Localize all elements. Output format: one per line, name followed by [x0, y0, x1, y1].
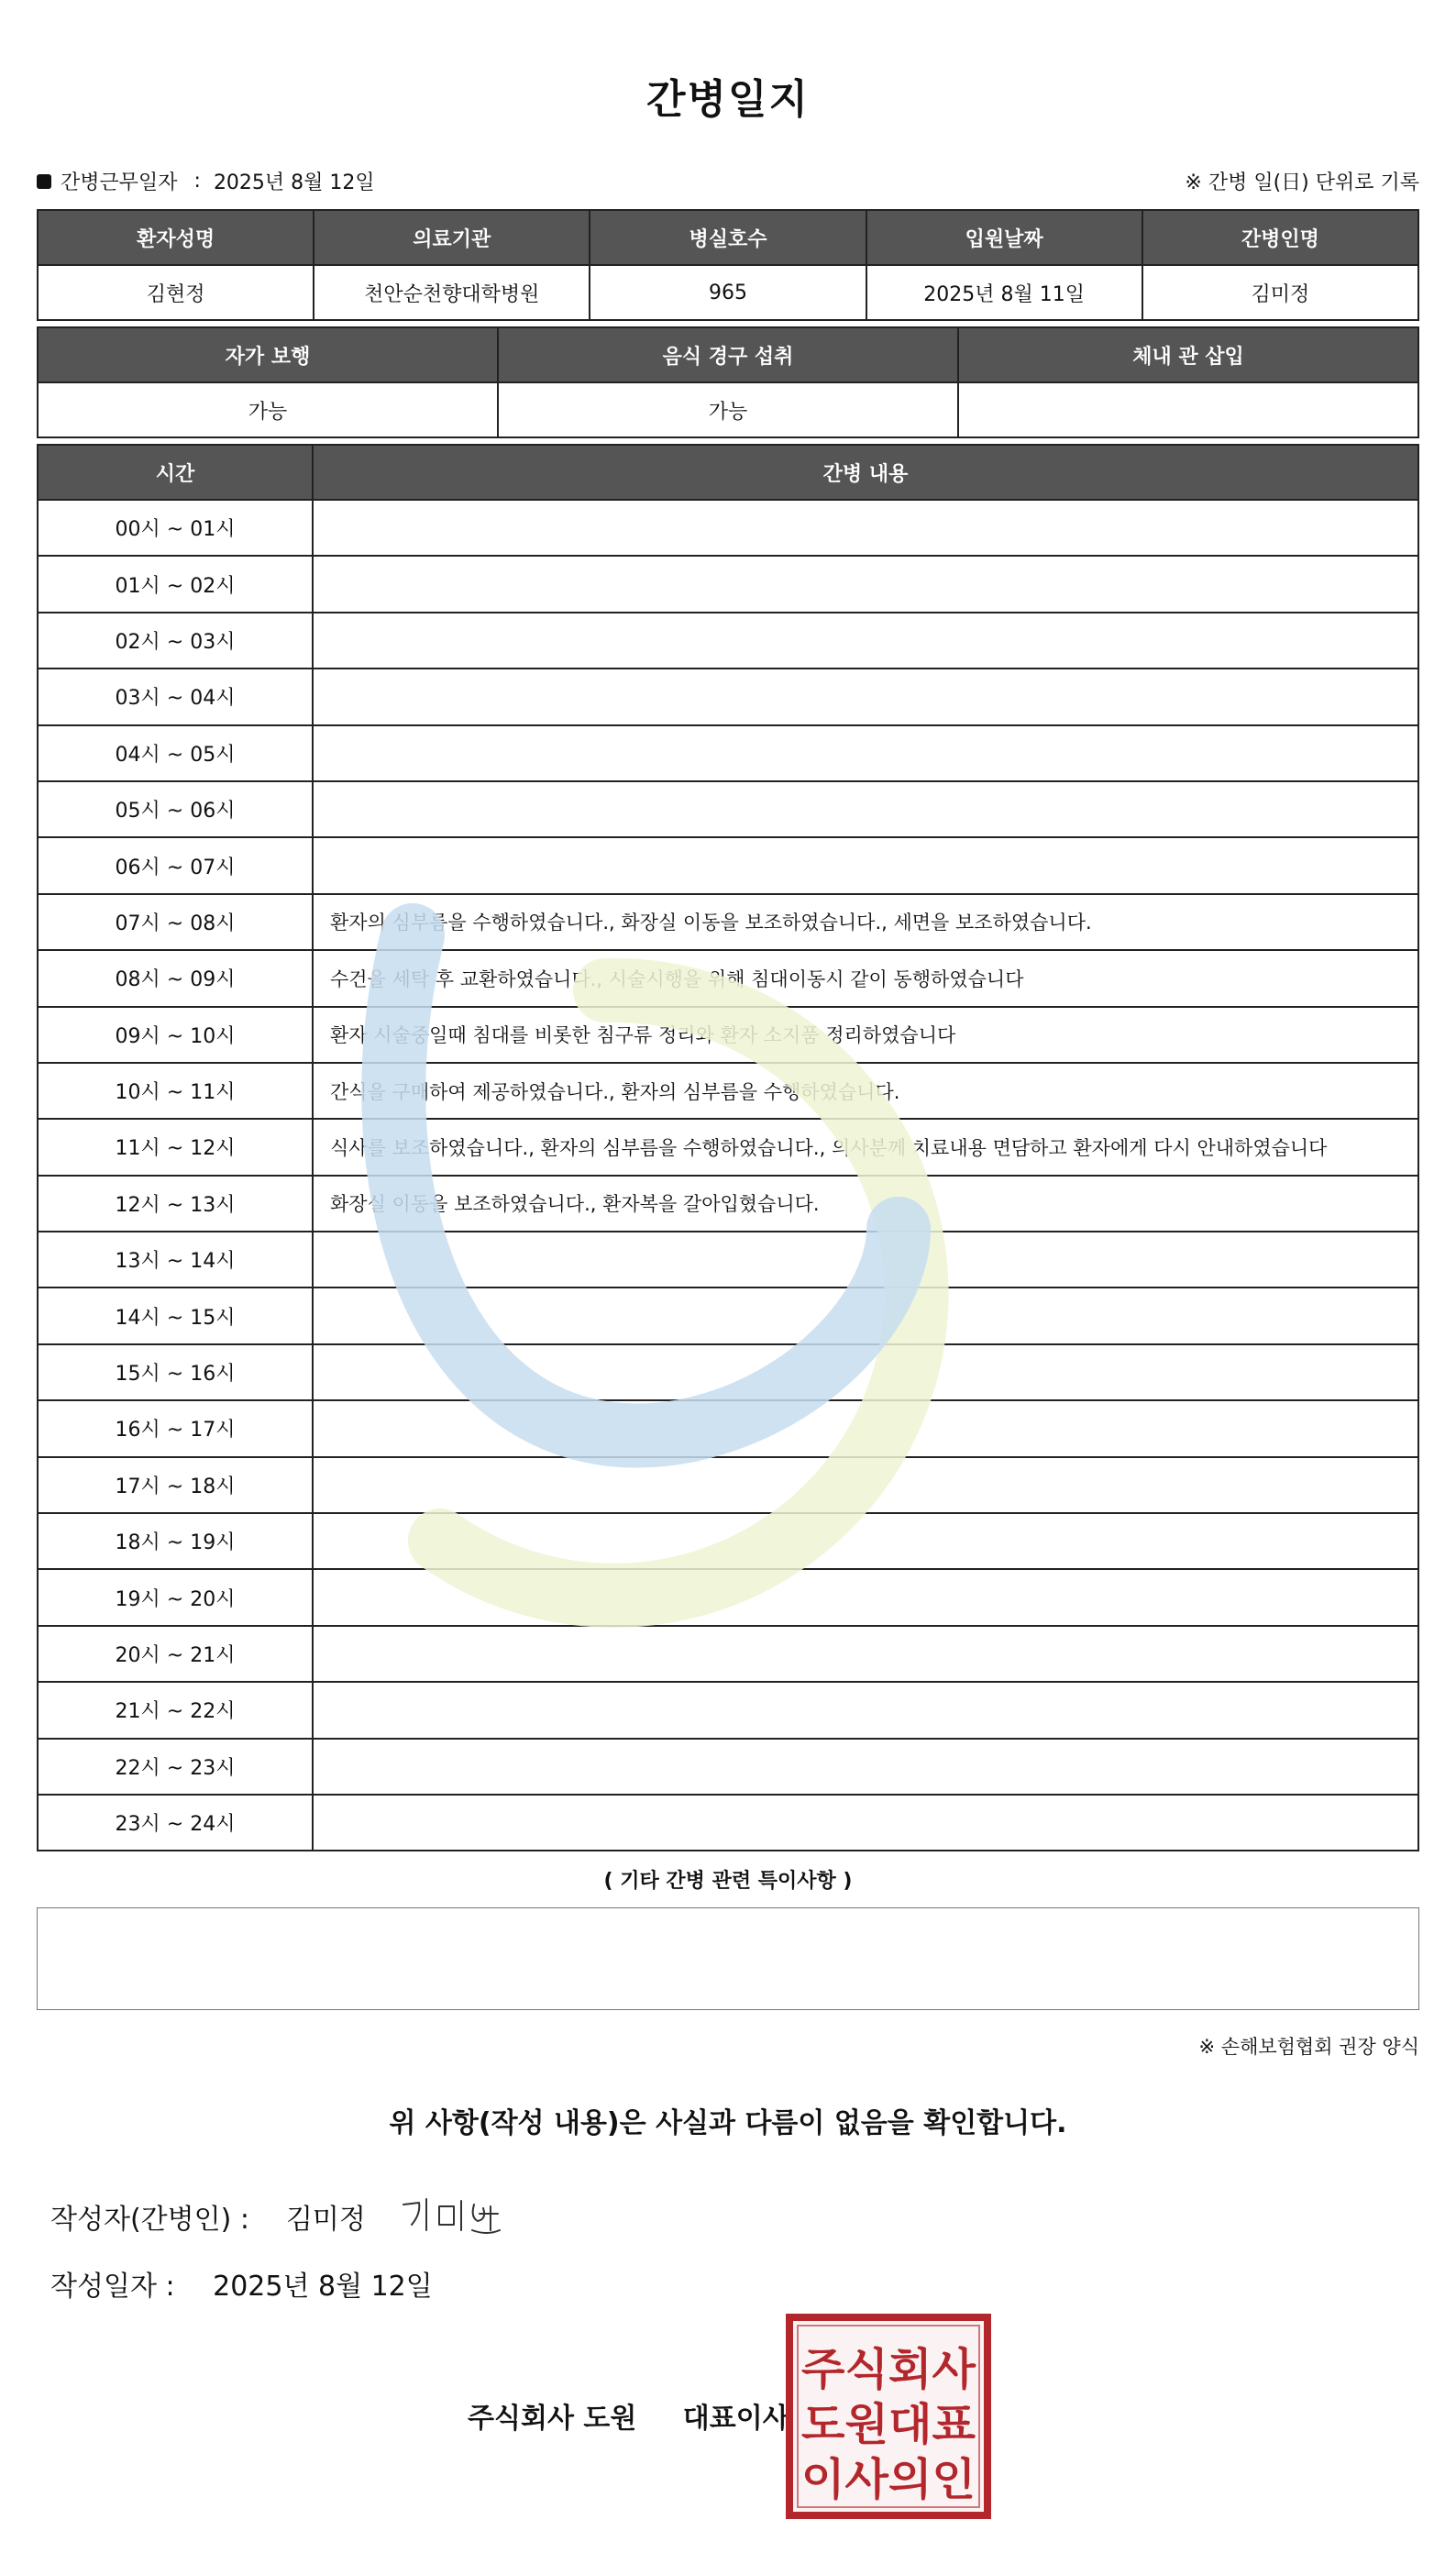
log-content-cell — [313, 1626, 1418, 1682]
log-content-cell — [313, 669, 1418, 724]
care-log-row — [38, 1007, 1418, 1063]
log-time-cell: 01시 ~ 02시 — [38, 556, 313, 612]
care-log-row — [38, 837, 1418, 893]
patient-info-table — [37, 209, 1419, 321]
log-content-cell: 간식을 구매하여 제공하였습니다., 환자의 심부름을 수행하였습니다. — [313, 1063, 1418, 1119]
care-log-row — [38, 1288, 1418, 1343]
work-date-label: 간병근무일자 — [61, 171, 178, 194]
header-caregiver-name: 간병인명 — [1142, 210, 1418, 265]
log-time-cell: 20시 ~ 21시 — [38, 1626, 313, 1682]
log-content-cell — [313, 1682, 1418, 1738]
care-log-row — [38, 1682, 1418, 1738]
care-log-row — [38, 556, 1418, 612]
caregiver-name: 김미정 — [1142, 265, 1418, 320]
svg-text:주식회사: 주식회사 — [801, 2344, 976, 2395]
svg-text:도원대표: 도원대표 — [801, 2399, 976, 2450]
header-self-walking: 자가 보행 — [38, 327, 498, 382]
log-time-cell: 11시 ~ 12시 — [38, 1119, 313, 1175]
log-time-cell: 22시 ~ 23시 — [38, 1739, 313, 1795]
care-log-row — [38, 1513, 1418, 1569]
log-content-cell — [313, 556, 1418, 612]
notes-title: ( 기타 간병 관련 특이사항 ) — [603, 1870, 853, 1893]
header-time: 시간 — [38, 445, 313, 500]
company-seal-stamp — [785, 2313, 992, 2520]
care-log-table — [37, 444, 1419, 1851]
log-content-cell: 환자 시술중일때 침대를 비롯한 침구류 정리와 환자 소지품 정리하였습니다 — [313, 1007, 1418, 1063]
care-log-row — [38, 1232, 1418, 1288]
care-log-row — [38, 1400, 1418, 1456]
header-admission-date: 입원날짜 — [866, 210, 1142, 265]
writer-line — [50, 2194, 509, 2239]
log-content-cell: 식사를 보조하였습니다., 환자의 심부름을 수행하였습니다., 의사분께 치료내용 면담하고 환자에게 다시 안내하였습니다 — [313, 1119, 1418, 1175]
log-time-cell: 06시 ~ 07시 — [38, 837, 313, 893]
log-time-cell: 13시 ~ 14시 — [38, 1232, 313, 1288]
log-time-cell: 00시 ~ 01시 — [38, 500, 313, 556]
notes-box — [37, 1907, 1419, 2010]
written-date-value: 2025년 8월 12일 — [213, 2271, 433, 2303]
log-content-cell — [313, 613, 1418, 669]
self-walking-value: 가능 — [38, 382, 498, 437]
unit-note: ※ 간병 일(日) 단위로 기록 — [1185, 171, 1419, 194]
log-content-cell — [313, 1400, 1418, 1456]
log-time-cell: 03시 ~ 04시 — [38, 669, 313, 724]
log-time-cell: 12시 ~ 13시 — [38, 1176, 313, 1232]
care-log-row — [38, 613, 1418, 669]
confirmation-statement: 위 사항(작성 내용)은 사실과 다름이 없음을 확인합니다. — [389, 2107, 1067, 2139]
log-time-cell: 02시 ~ 03시 — [38, 613, 313, 669]
log-time-cell: 08시 ~ 09시 — [38, 950, 313, 1006]
log-content-cell — [313, 1513, 1418, 1569]
care-log-row — [38, 1063, 1418, 1119]
care-log-row — [38, 1344, 1418, 1400]
company-line — [468, 2395, 789, 2436]
room-number: 965 — [590, 265, 866, 320]
document-title: 간병일지 — [645, 76, 810, 123]
log-content-cell — [313, 1457, 1418, 1513]
work-date-separator: : — [193, 170, 201, 193]
form-footnote: ※ 손해보험협회 권장 양식 — [1198, 2036, 1419, 2058]
log-time-cell: 19시 ~ 20시 — [38, 1569, 313, 1625]
work-date-line — [37, 167, 375, 195]
care-log-row — [38, 725, 1418, 781]
care-log-row — [38, 1739, 1418, 1795]
header-tube-insertion: 체내 관 삽입 — [958, 327, 1418, 382]
log-content-cell — [313, 1569, 1418, 1625]
square-bullet-icon — [37, 174, 51, 189]
log-time-cell: 14시 ~ 15시 — [38, 1288, 313, 1343]
care-log-row — [38, 950, 1418, 1006]
log-time-cell: 09시 ~ 10시 — [38, 1007, 313, 1063]
care-log-row — [38, 781, 1418, 837]
care-log-row — [38, 1176, 1418, 1232]
header-patient-name: 환자성명 — [38, 210, 314, 265]
log-time-cell: 18시 ~ 19시 — [38, 1513, 313, 1569]
patient-status-table — [37, 326, 1419, 438]
care-log-row — [38, 1626, 1418, 1682]
log-content-cell — [313, 1232, 1418, 1288]
writer-name: 김미정 — [285, 2204, 366, 2236]
care-log-row — [38, 1795, 1418, 1851]
care-log-row — [38, 1457, 1418, 1513]
handwritten-signature — [399, 2194, 509, 2239]
log-content-cell: 수건을 세탁 후 교환하였습니다., 시술시행을 위해 침대이동시 같이 동행하였습니다 — [313, 950, 1418, 1006]
care-log-row — [38, 894, 1418, 950]
log-content-cell — [313, 1288, 1418, 1343]
care-log-row — [38, 669, 1418, 724]
log-time-cell: 16시 ~ 17시 — [38, 1400, 313, 1456]
log-time-cell: 17시 ~ 18시 — [38, 1457, 313, 1513]
log-content-cell — [313, 837, 1418, 893]
oral-intake-value: 가능 — [498, 382, 958, 437]
admission-date: 2025년 8월 11일 — [866, 265, 1142, 320]
log-time-cell: 10시 ~ 11시 — [38, 1063, 313, 1119]
log-content-cell — [313, 1795, 1418, 1851]
log-content-cell: 화장실 이동을 보조하였습니다., 환자복을 갈아입혔습니다. — [313, 1176, 1418, 1232]
writer-label: 작성자(간병인) : — [50, 2204, 249, 2236]
log-content-cell — [313, 1739, 1418, 1795]
company-role: 대표이사 — [682, 2403, 789, 2435]
log-content-cell — [313, 781, 1418, 837]
log-time-cell: 15시 ~ 16시 — [38, 1344, 313, 1400]
log-time-cell: 05시 ~ 06시 — [38, 781, 313, 837]
written-date-line — [50, 2263, 433, 2304]
care-log-row — [38, 1119, 1418, 1175]
header-oral-intake: 음식 경구 섭취 — [498, 327, 958, 382]
header-hospital: 의료기관 — [314, 210, 590, 265]
care-log-row — [38, 500, 1418, 556]
tube-insertion-value — [958, 382, 1418, 437]
log-time-cell: 04시 ~ 05시 — [38, 725, 313, 781]
work-date-value: 2025년 8월 12일 — [213, 171, 375, 194]
header-care-content: 간병 내용 — [313, 445, 1418, 500]
log-time-cell: 23시 ~ 24시 — [38, 1795, 313, 1851]
log-content-cell — [313, 725, 1418, 781]
company-name: 주식회사 도원 — [468, 2403, 637, 2435]
log-content-cell — [313, 500, 1418, 556]
log-content-cell — [313, 1344, 1418, 1400]
written-date-label: 작성일자 : — [50, 2271, 175, 2303]
patient-name: 김현정 — [38, 265, 314, 320]
log-time-cell: 21시 ~ 22시 — [38, 1682, 313, 1738]
hospital-name: 천안순천향대학병원 — [314, 265, 590, 320]
header-room-number: 병실호수 — [590, 210, 866, 265]
log-time-cell: 07시 ~ 08시 — [38, 894, 313, 950]
log-content-cell: 환자의 심부름을 수행하였습니다., 화장실 이동을 보조하였습니다., 세면을 보조하였습니다. — [313, 894, 1418, 950]
care-log-row — [38, 1569, 1418, 1625]
svg-text:이사의인: 이사의인 — [801, 2454, 976, 2505]
